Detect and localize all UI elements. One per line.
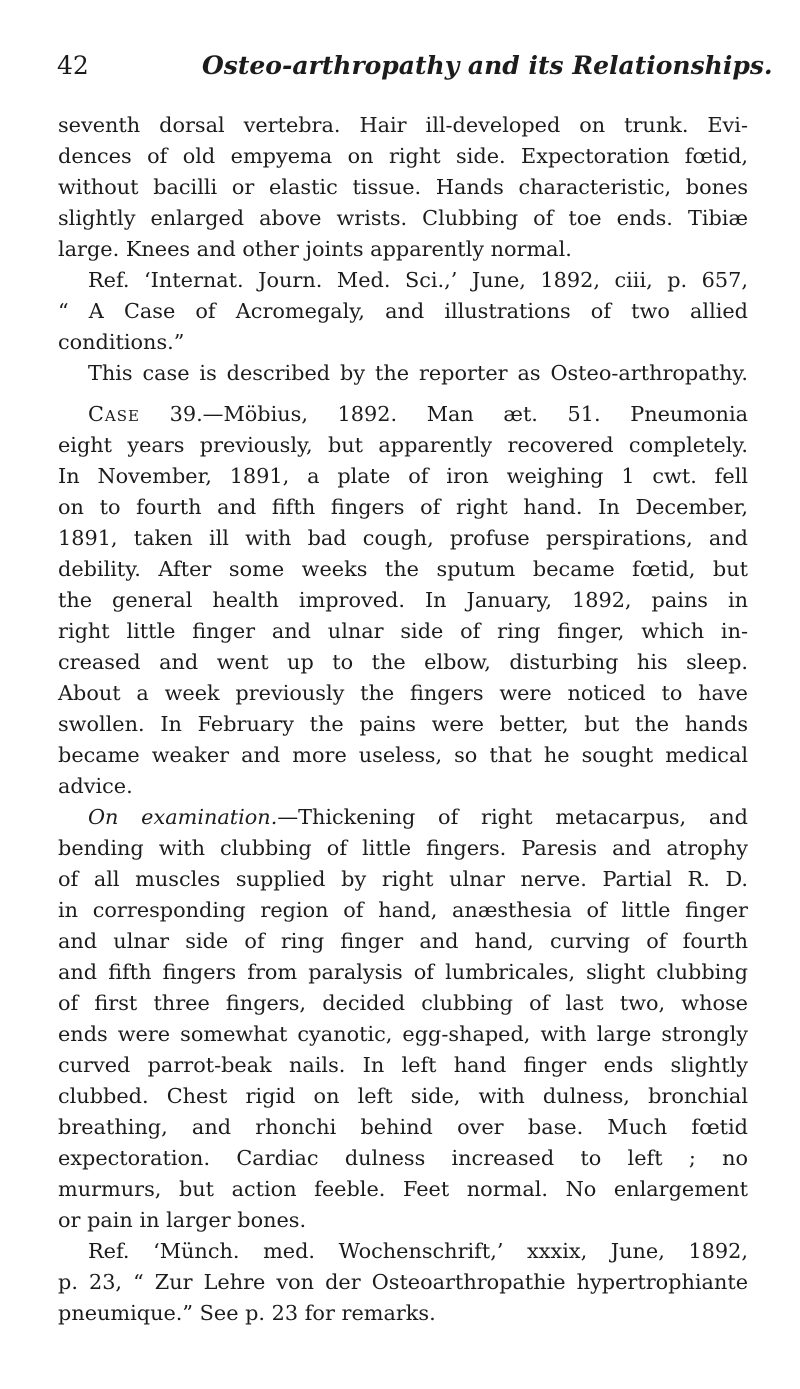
text-line: of all muscles supplied by right ulnar nerve. Partial R. D.	[58, 867, 748, 891]
page-number: 42	[57, 51, 89, 80]
text-line: without bacilli or elastic tissue. Hands characteristic, bones	[58, 175, 748, 199]
text-line: creased and went up to the elbow, disturbing his sleep.	[58, 650, 748, 674]
text-line: slightly enlarged above wrists. Clubbing of toe ends. Tibiæ	[58, 206, 748, 230]
text-line: In November, 1891, a plate of iron weighing 1 cwt. fell	[58, 464, 748, 488]
text-line: 1891, taken ill with bad cough, profuse perspirations, and	[58, 526, 748, 550]
text-line: debility. After some weeks the sputum became fœtid, but	[58, 557, 748, 581]
text-line: bending with clubbing of little fingers. Paresis and atrophy	[58, 836, 748, 860]
text-line: the general health improved. In January, 1892, pains in	[58, 588, 748, 612]
text-line: “ A Case of Acromegaly, and illustrations of two allied	[58, 299, 748, 323]
text-line: swollen. In February the pains were better, but the hands	[58, 712, 748, 736]
text-line: Ref. ‘Internat. Journ. Med. Sci.,’ June, 1892, ciii, p. 657,	[88, 268, 748, 292]
text-line: advice.	[58, 774, 133, 798]
text-line: p. 23, “ Zur Lehre von der Osteoarthropathie hypertrophiante	[58, 1270, 748, 1294]
text-line: became weaker and more useless, so that he sought medical	[58, 743, 748, 767]
text-line: seventh dorsal vertebra. Hair ill-developed on trunk. Evi-	[58, 113, 748, 137]
running-head	[57, 50, 773, 90]
text-line: Ref. ‘Münch. med. Wochenschrift,’ xxxix, June, 1892,	[88, 1239, 748, 1263]
text-line: and ulnar side of ring finger and hand, curving of fourth	[58, 929, 748, 953]
body-text	[58, 110, 748, 1329]
text-line: murmurs, but action feeble. Feet normal. No enlargement	[58, 1177, 748, 1201]
text-line: ends were somewhat cyanotic, egg-shaped, with large strongly	[58, 1022, 748, 1046]
text-line: conditions.”	[58, 330, 185, 354]
examination-line	[58, 802, 748, 833]
text-line: or pain in larger bones.	[58, 1208, 307, 1232]
running-title: Osteo-arthropathy and its Relationships.	[202, 51, 773, 80]
text-line: curved parrot-beak nails. In left hand finger ends slightly	[58, 1053, 748, 1077]
case-label: Case	[88, 402, 140, 426]
case-heading-line	[58, 399, 748, 430]
text-line: of first three fingers, decided clubbing of last two, whose	[58, 991, 748, 1015]
text-line: breathing, and rhonchi behind over base. Much fœtid	[58, 1115, 748, 1139]
text-line: expectoration. Cardiac dulness increased to left ; no	[58, 1146, 748, 1170]
text-line: on to fourth and fifth fingers of right hand. In December,	[58, 495, 748, 519]
text-line: dences of old empyema on right side. Expectoration fœtid,	[58, 144, 748, 168]
text-line: clubbed. Chest rigid on left side, with dulness, bronchial	[58, 1084, 748, 1108]
text-line: right little finger and ulnar side of ring finger, which in-	[58, 619, 748, 643]
case-heading-text: 39.—Möbius, 1892. Man æt. 51. Pneumonia	[169, 402, 748, 426]
examination-text: —Thickening of right metacarpus, and	[277, 805, 748, 829]
text-line: pneumique.” See p. 23 for remarks.	[58, 1301, 436, 1325]
text-line: and fifth fingers from paralysis of lumbricales, slight clubbing	[58, 960, 748, 984]
text-line: About a week previously the fingers were noticed to have	[58, 681, 748, 705]
examination-label: On examination.	[88, 805, 278, 829]
text-line: eight years previously, but apparently recovered completely.	[58, 433, 748, 457]
paragraph-gap	[58, 389, 748, 399]
text-line: large. Knees and other joints apparently normal.	[58, 237, 572, 261]
text-line: in corresponding region of hand, anæsthesia of little finger	[58, 898, 748, 922]
text-line: This case is described by the reporter as Osteo-arthropathy.	[88, 361, 748, 385]
